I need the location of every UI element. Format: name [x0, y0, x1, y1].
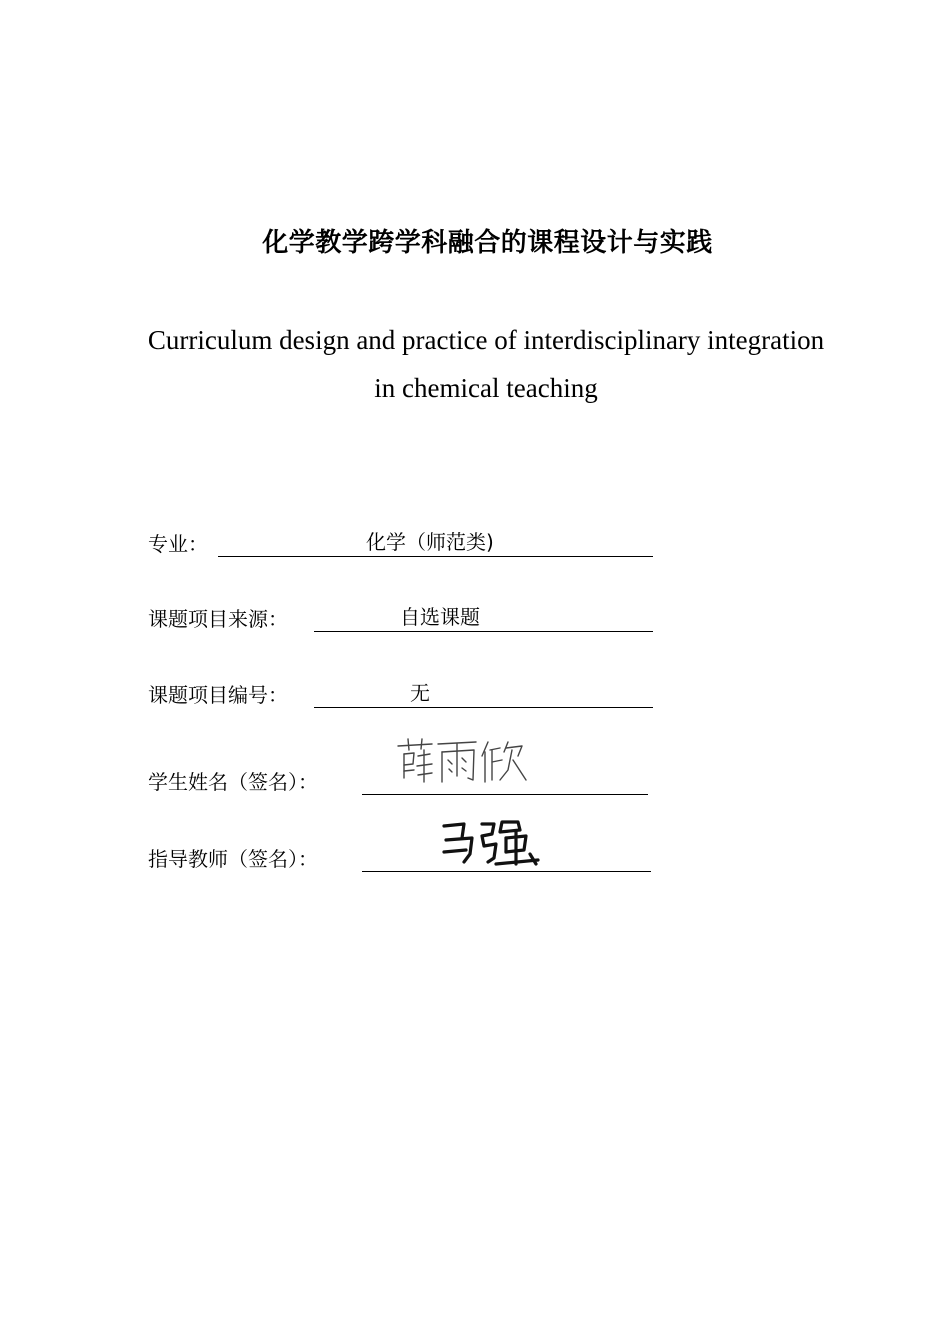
major-underline — [218, 555, 653, 557]
major-value: 化学（师范类) — [366, 530, 494, 554]
number-value: 无 — [410, 681, 430, 705]
source-label: 课题项目来源： — [148, 607, 288, 631]
source-row — [148, 592, 668, 632]
student-handwritten-signature — [392, 736, 532, 788]
chinese-title: 化学教学跨学科融合的课程设计与实践 — [262, 228, 713, 258]
english-title-line-1: Curriculum design and practice of interdisciplinary integration — [147, 325, 825, 355]
student-signature-label: 学生姓名（签名）： — [148, 770, 318, 794]
english-title-line-2: in chemical teaching — [374, 373, 598, 403]
advisor-signature-label: 指导教师（签名）： — [148, 847, 318, 871]
number-label: 课题项目编号： — [148, 683, 288, 707]
number-underline — [314, 706, 653, 708]
source-underline — [314, 630, 653, 632]
number-row — [148, 668, 668, 708]
major-label: 专业： — [148, 532, 208, 556]
major-row — [148, 517, 668, 557]
source-value: 自选课题 — [400, 605, 480, 629]
advisor-signature-row — [148, 832, 668, 872]
student-signature-underline — [362, 793, 648, 795]
advisor-handwritten-signature — [440, 818, 542, 872]
